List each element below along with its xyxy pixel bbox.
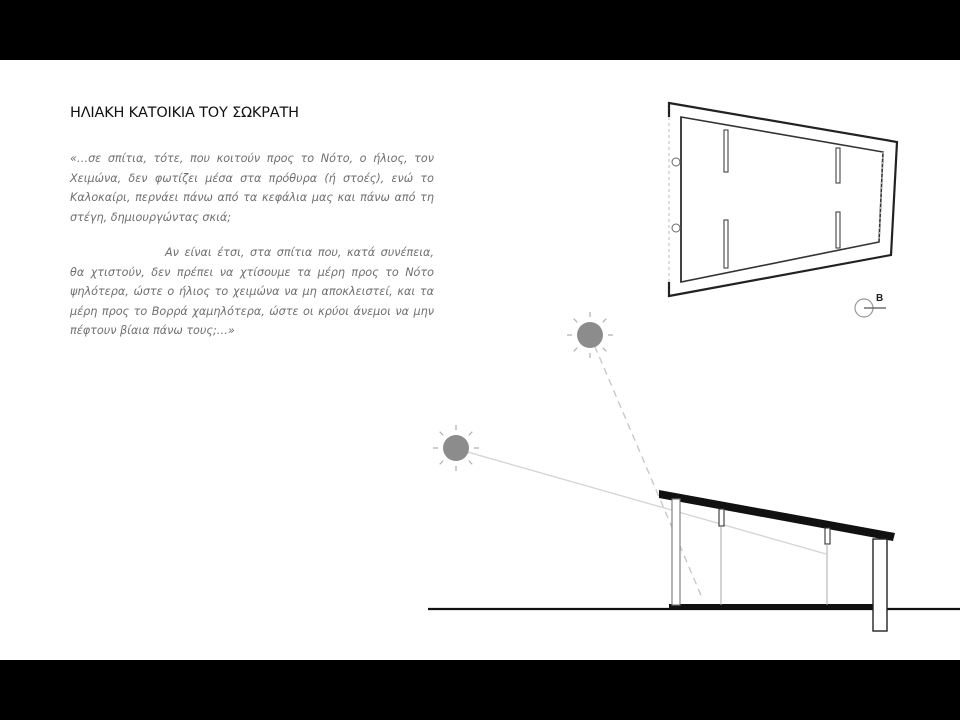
building-section: [428, 490, 960, 631]
plan-partition: [836, 212, 840, 248]
quote-paragraph-2: Αν είναι έτσι, στα σπίτια που, κατά συνέπεια, θα χτιστούν, δεν πρέπει να χτίσουμε τα μέρη προς το Νότο ψηλότερα, ώστε ο ήλιος το χειμώνα να μη αποκλειστεί, και τα μέρη προς το Βορρά χαμηλότερα, ώστε οι κρύοι άνεμοι να μην πέφτουν βίαια πάνω τους;…»: [70, 246, 434, 338]
floor-plan: [669, 103, 897, 296]
summer-sun-icon: [567, 312, 613, 358]
lintel: [825, 528, 830, 544]
plan-column: [672, 224, 680, 232]
plan-partition: [724, 130, 728, 172]
plan-outer-wall: [669, 103, 897, 296]
slide-title: ΗΛΙΑΚΗ ΚΑΤΟΙΚΙΑ ΤΟΥ ΣΩΚΡΑΤΗ: [70, 105, 299, 121]
section-marker-label: B: [876, 293, 884, 304]
slide: [0, 60, 960, 660]
plan-partition: [724, 220, 728, 268]
south-column: [672, 499, 680, 605]
winter-sun-path: [457, 449, 826, 554]
plan-partition: [836, 148, 840, 183]
north-wall: [873, 539, 887, 631]
plan-column: [672, 158, 680, 166]
plan-inner-wall: [681, 117, 883, 282]
lintel: [719, 509, 724, 526]
roof: [659, 490, 895, 541]
section-marker: [855, 293, 886, 317]
solar-house-drawing: [0, 60, 960, 660]
summer-sun-path: [590, 335, 703, 600]
winter-sun-icon: [433, 425, 479, 471]
quote-paragraph-1: «…σε σπίτια, τότε, που κοιτούν προς το Νότο, ο ήλιος, τον Χειμώνα, δεν φωτίζει μέσα στα πρόθυρα (ή στοές), ενώ το Καλοκαίρι, περνάει πάνω από τα κεφάλια μας και πάνω από τη στέγη, δημιουργώντας σκιά;: [70, 152, 434, 224]
